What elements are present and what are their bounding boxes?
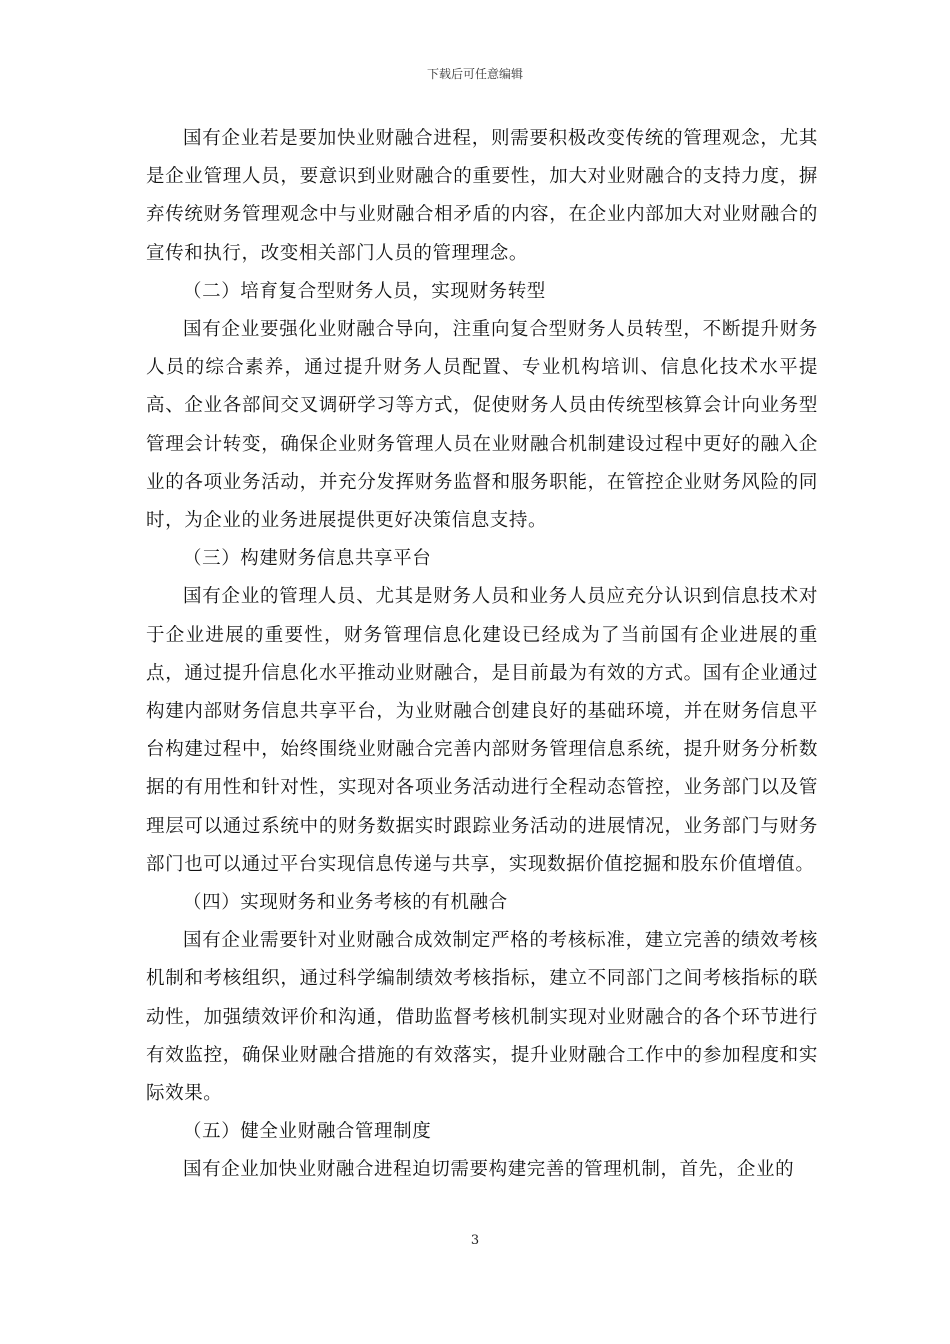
paragraph-5: 国有企业加快业财融合进程迫切需要构建完善的管理机制，首先，企业的 <box>183 1159 795 1181</box>
paragraph-1: 国有企业若是要加快业财融合进程，则需要积极改变传统的管理观念，尤其是企业管理人员，要意识到业财融合的重要性，加大对业财融合的支持力度，摒弃传统财务管理观念中与业财融合相矛盾的内容，在企业内部加大对业财融合的宣传和执行，改变相关部门人员的管理理念。 <box>146 128 818 264</box>
section-heading-5: （五）健全业财融合管理制度 <box>183 1121 432 1143</box>
section-heading-2: （二）培育复合型财务人员，实现财务转型 <box>183 280 546 302</box>
section-heading-3: （三）构建财务信息共享平台 <box>183 548 432 570</box>
page-number: 3 <box>470 1233 480 1248</box>
paragraph-2: 国有企业要强化业财融合导向，注重向复合型财务人员转型，不断提升财务人员的综合素养，通过提升财务人员配置、专业机构培训、信息化技术水平提高、企业各部间交叉调研学习等方式，促使财务人员由传统型核算会计向业务型管理会计转变，确保企业财务管理人员在业财融合机制建设过程中更好的融入企业的各项业务活动，并充分发挥财务监督和服务职能，在管控企业财务风险的同时，为企业的业务进展提供更好决策信息支持。 <box>146 319 818 532</box>
paragraph-4: 国有企业需要针对业财融合成效制定严格的考核标准，建立完善的绩效考核机制和考核组织，通过科学编制绩效考核指标，建立不同部门之间考核指标的联动性，加强绩效评价和沟通，借助监督考核机制实现对业财融合的各个环节进行有效监控，确保业财融合措施的有效落实，提升业财融合工作中的参加程度和实际效果。 <box>146 930 818 1105</box>
document-body <box>146 120 818 1190</box>
page-header: 下载后可任意编辑 <box>426 67 523 81</box>
section-heading-4: （四）实现财务和业务考核的有机融合 <box>183 892 508 914</box>
paragraph-3: 国有企业的管理人员、尤其是财务人员和业务人员应充分认识到信息技术对于企业进展的重要性，财务管理信息化建设已经成为了当前国有企业进展的重点，通过提升信息化水平推动业财融合，是目前最为有效的方式。国有企业通过构建内部财务信息共享平台，为业财融合创建良好的基础环境，并在财务信息平台构建过程中，始终围绕业财融合完善内部财务管理信息系统，提升财务分析数据的有用性和针对性，实现对各项业务活动进行全程动态管控，业务部门以及管理层可以通过系统中的财务数据实时跟踪业务活动的进展情况，业务部门与财务部门也可以通过平台实现信息传递与共享，实现数据价值挖掘和股东价值增值。 <box>146 586 818 875</box>
